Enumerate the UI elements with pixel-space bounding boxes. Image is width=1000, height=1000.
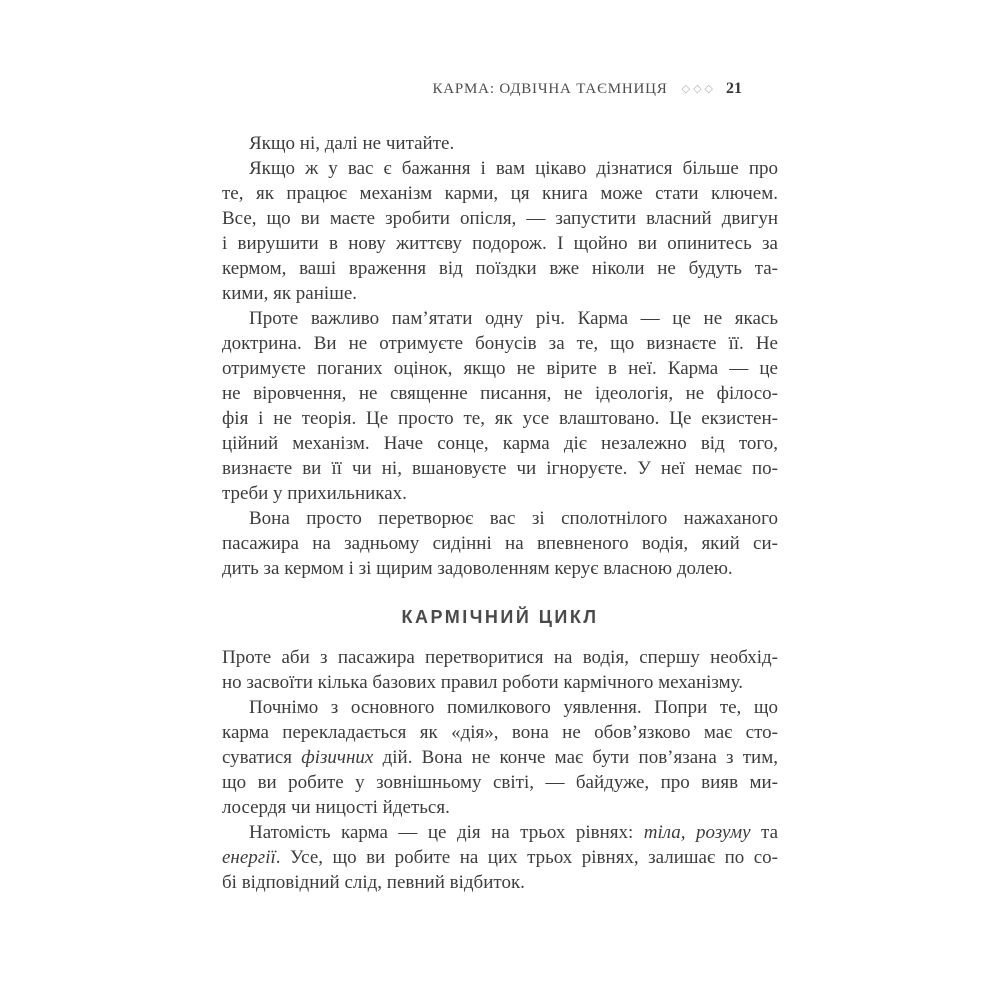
body-text: . Усе, що ви робите на цих трьох рівнях, залишає по со- bbox=[275, 847, 778, 868]
text-line bbox=[222, 531, 778, 556]
body-text: лосердя чи ницості йдеться. bbox=[222, 797, 450, 818]
body-text: ційний механізм. Наче сонце, карма діє незалежно від того, bbox=[222, 433, 778, 454]
body-text: і вирушити в нову життєву подорож. І щойно ви опинитесь за bbox=[222, 233, 778, 254]
text-line bbox=[222, 156, 778, 181]
body-text: що ви робите у зовнішньому світі, — байдуже, про вияв ми- bbox=[222, 772, 778, 793]
text-line bbox=[222, 645, 778, 670]
text-line bbox=[222, 870, 778, 895]
text-line bbox=[222, 556, 778, 581]
running-title: КАРМА: ОДВІЧНА ТАЄМНИЦЯ bbox=[432, 81, 668, 97]
section-heading: КАРМІЧНИЙ ЦИКЛ bbox=[401, 607, 599, 627]
body-text: та bbox=[750, 822, 778, 843]
text-line bbox=[222, 406, 778, 431]
body-text: но засвоїти кілька базових правил роботи кармічного механізму. bbox=[222, 672, 744, 693]
body-text: Проте аби з пасажира перетворитися на водія, спершу необхід- bbox=[222, 647, 778, 668]
text-line bbox=[222, 770, 778, 795]
text-line bbox=[222, 381, 778, 406]
body-text: кими, як раніше. bbox=[222, 283, 358, 304]
paragraph bbox=[222, 156, 778, 306]
diamond-ornament-icon: ◇◇◇ bbox=[681, 82, 716, 95]
text-line bbox=[222, 131, 778, 156]
page-body bbox=[222, 131, 778, 895]
text-line bbox=[222, 720, 778, 745]
body-text: бі відповідний слід, певний відбиток. bbox=[222, 872, 525, 893]
page-header bbox=[222, 80, 742, 98]
emphasized-text: тіла, розуму bbox=[643, 822, 751, 843]
body-text: визнаєте ви її чи ні, вшановуєте чи ігноруєте. У неї немає по- bbox=[222, 458, 778, 479]
text-line bbox=[222, 456, 778, 481]
text-line bbox=[222, 481, 778, 506]
text-line bbox=[222, 281, 778, 306]
emphasized-text: енергії bbox=[222, 847, 276, 868]
body-text: карма перекладається як «дія», вона не обов’язково має сто- bbox=[222, 722, 778, 743]
text-line bbox=[222, 181, 778, 206]
paragraph bbox=[222, 820, 778, 895]
text-line bbox=[222, 231, 778, 256]
paragraph bbox=[222, 506, 778, 581]
body-text: Якщо ні, далі не читайте. bbox=[249, 133, 455, 154]
body-text: Почнімо з основного помилкового уявлення. Попри те, що bbox=[249, 697, 778, 718]
emphasized-text: фізичних bbox=[301, 747, 374, 768]
body-text: те, як працює механізм карми, ця книга може стати ключем. bbox=[222, 183, 778, 204]
body-text: Натомість карма — це дія на трьох рівнях: bbox=[249, 822, 644, 843]
text-line bbox=[222, 331, 778, 356]
text-line bbox=[222, 845, 778, 870]
text-line bbox=[222, 256, 778, 281]
body-text: не віровчення, не священне писання, не ідеологія, не філосо- bbox=[222, 383, 778, 404]
text-line bbox=[222, 670, 778, 695]
paragraph bbox=[222, 695, 778, 820]
body-text: суватися bbox=[222, 747, 302, 768]
paragraph bbox=[222, 306, 778, 506]
body-text: отримуєте поганих оцінок, якщо не вірите в неї. Карма — це bbox=[222, 358, 778, 379]
text-line bbox=[222, 206, 778, 231]
text-line bbox=[222, 795, 778, 820]
text-line bbox=[222, 356, 778, 381]
body-text: Проте важливо пам’ятати одну річ. Карма — це не якась bbox=[249, 308, 778, 329]
paragraph bbox=[222, 131, 778, 156]
paragraph bbox=[222, 645, 778, 695]
body-text: фія і не теорія. Це просто те, як усе влаштовано. Це екзистен- bbox=[222, 408, 778, 429]
body-text: дій. Вона не конче має бути пов’язана з тим, bbox=[373, 747, 778, 768]
body-text: доктрина. Ви не отримуєте бонусів за те, що визнаєте її. Не bbox=[222, 333, 778, 354]
page-number: 21 bbox=[726, 80, 742, 97]
body-text: Якщо ж у вас є бажання і вам цікаво дізнатися більше про bbox=[249, 158, 778, 179]
body-text: пасажира на задньому сидінні на впевненого водія, який си- bbox=[222, 533, 778, 554]
body-text: дить за кермом і зі щирим задоволенням керує власною долею. bbox=[222, 558, 733, 579]
text-line bbox=[222, 506, 778, 531]
body-text: треби у прихильниках. bbox=[222, 483, 407, 504]
text-line bbox=[222, 431, 778, 456]
text-line bbox=[222, 745, 778, 770]
text-line bbox=[222, 695, 778, 720]
body-text: Вона просто перетворює вас зі сполотнілого нажаханого bbox=[249, 508, 778, 529]
body-text: Все, що ви маєте зробити опісля, — запустити власний двигун bbox=[222, 208, 778, 229]
text-line bbox=[222, 820, 778, 845]
text-line bbox=[222, 306, 778, 331]
body-text: кермом, ваші враження від поїздки вже ніколи не будуть та- bbox=[222, 258, 778, 279]
